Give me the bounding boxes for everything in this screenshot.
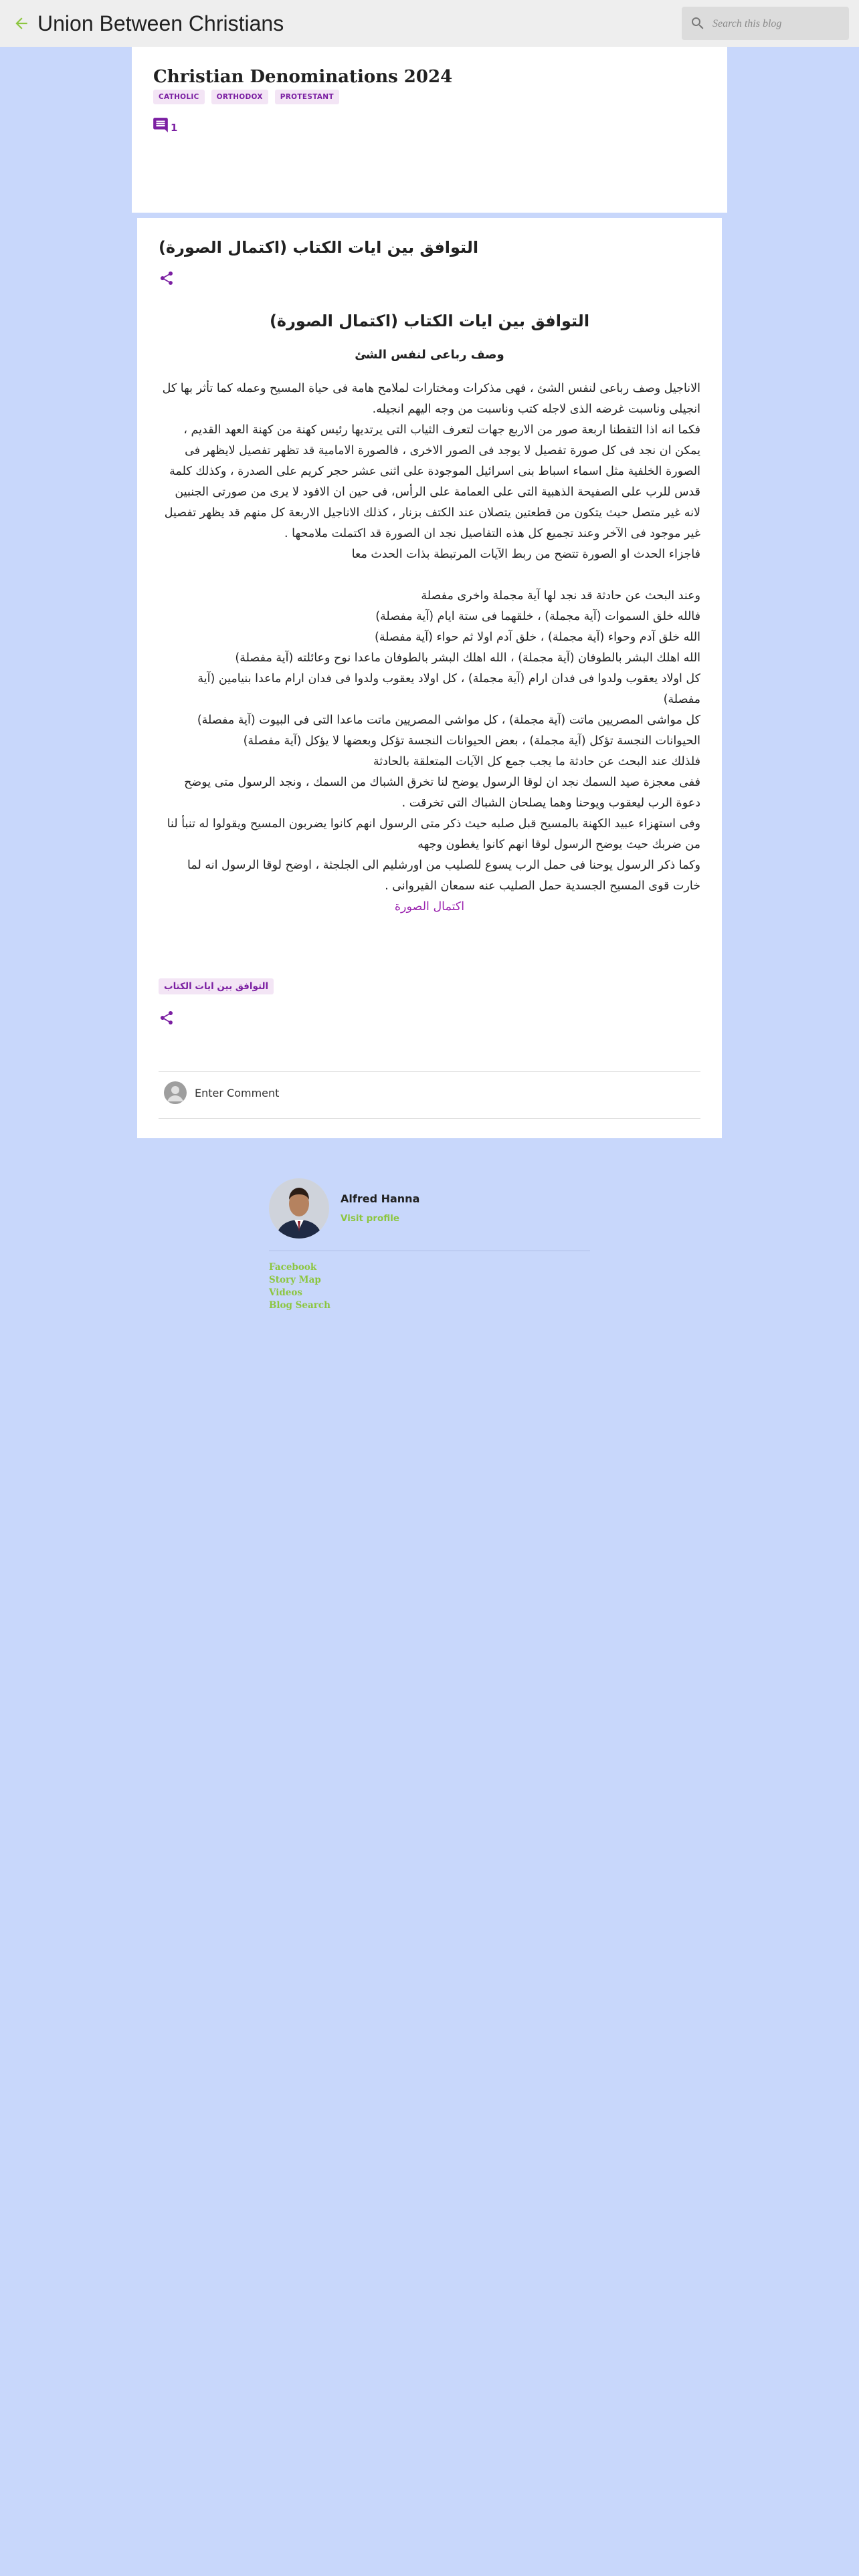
paragraph-gap [159, 565, 700, 586]
footer-link-story-map[interactable]: Story Map [269, 1275, 321, 1285]
example-line: الحيوانات النجسة تؤكل (آية مجملة) ، بعض الحيوانات النجسة تؤكل وبعضها لا يؤكل (آية مفصلة) [243, 734, 700, 748]
comment-icon [152, 116, 169, 134]
label-catholic[interactable]: CATHOLIC [153, 90, 205, 104]
post-heading: التوافق بين ايات الكتاب (اكتمال الصورة) [269, 312, 590, 330]
share-icon[interactable] [159, 270, 175, 286]
visit-profile-link[interactable]: Visit profile [341, 1213, 400, 1224]
comment-placeholder: Enter Comment [195, 1086, 280, 1099]
featured-post-title[interactable]: Christian Denominations 2024 [153, 67, 453, 87]
example-line: الله خلق آدم وحواء (آية مجملة) ، خلق آدم اولا ثم حواء (آية مفصلة) [375, 631, 700, 644]
author-name[interactable]: Alfred Hanna [341, 1192, 420, 1205]
example-line: الله اهلك البشر بالطوفان (آية مجملة) ، الله اهلك البشر بالطوفان ماعدا نوح وعائلته (آية مفصلة) [235, 651, 700, 665]
read-more-link[interactable]: اكتمال الصورة [394, 900, 465, 914]
comment-input[interactable] [164, 1081, 700, 1105]
post-paragraph: فاجزاء الحدث او الصورة تتضح من ربط الآيات المرتبطة بذات الحدث معا [351, 548, 700, 561]
footer-link-blog-search[interactable]: Blog Search [269, 1300, 330, 1311]
example-line: فالله خلق السموات (آية مجملة) ، خلقهما فى ستة ايام (آية مفصلة) [375, 610, 700, 623]
blog-title[interactable]: Union Between Christians [37, 11, 284, 35]
post-subheading: وصف رباعى لنفس الشئ [355, 348, 504, 362]
comments-link[interactable] [152, 116, 177, 134]
search-box[interactable] [682, 7, 849, 40]
example-line: وفى استهزاء عبيد الكهنة بالمسيح قبل صلبه حيث ذكر متى الرسول انهم كانوا يضربون المسيح ويقولوا له تنبأ لنا من ضربك حيث يوضح الرسول لوقا انهم كانوا يغطون وجهه [167, 817, 700, 851]
featured-labels [153, 90, 339, 104]
commenter-avatar-icon [164, 1081, 187, 1104]
label-orthodox[interactable]: ORTHODOX [211, 90, 268, 104]
author-avatar[interactable] [269, 1178, 329, 1239]
footer-link-videos[interactable]: Videos [269, 1287, 302, 1298]
footer-link-facebook[interactable]: Facebook [269, 1262, 317, 1273]
comment-count: 1 [171, 122, 178, 134]
example-line: وعند البحث عن حادثة قد نجد لها آية مجملة واخرى مفصلة [421, 589, 700, 603]
example-line: كل اولاد يعقوب ولدوا فى فدان ارام (آية مجملة) ، كل اولاد يعقوب ولدوا فى فدان ارام ماعدا بنيامين (آية مفصلة) [197, 672, 700, 706]
featured-post-card [132, 47, 727, 213]
post-body [159, 379, 700, 918]
post-label[interactable]: التوافق بين ايات الكتاب [159, 978, 274, 994]
footer-links [269, 1261, 330, 1312]
post-title: التوافق بين ايات الكتاب (اكتمال الصورة) [159, 238, 479, 257]
search-input[interactable] [711, 13, 845, 35]
comments-divider [159, 1118, 700, 1119]
example-line: وكما ذكر الرسول يوحنا فى حمل الرب يسوع للصليب من اورشليم الى الجلجثة ، اوضح لوقا الرسول انه لما خارت قوى المسيح الجسدية حمل الصليب عنه سمعان القيروانى . [187, 859, 700, 893]
post-paragraph: فكما انه اذا التقطنا اربعة صور من الاربع جهات لتعرف الثياب التى يرتديها رئيس كهنة من كهنة العهد القديم ، يمكن ان نجد فى كل صورة تفصيل لا يوجد فى الصور الاخرى ، فالصورة الامامية قد تظهر تفصيل لايظهر فى الصورة الخلفية مثل اسماء اسباط بنى اسرائيل الموجودة على اثنى عشر حجر كريم على الصدرة ، وكذلك كلمة قدس للرب على الصفيحة الذهبية التى على العمامة على الرأس، فى حين ان الافود لا يرى من صورتى الجنبين لانه غير متصل حيث يتكون من قطعتين يتصلان عند الكتف بزنار ، كذلك الاناجيل الاربعة كل منهم قد يظهر تفصيل غير موجود فى الآخر وعند تجميع كل هذه التفاصيل نجد ان الصورة قد اكتملت ملامحها . [164, 423, 700, 540]
share-icon[interactable] [159, 1010, 175, 1026]
example-line: فلذلك عند البحث عن حادثة ما يجب جمع كل الآيات المتعلقة بالحادثة [373, 755, 700, 768]
top-bar [0, 0, 859, 47]
post-paragraph: الاناجيل وصف رباعى لنفس الشئ ، فهى مذكرات ومختارات لملامح هامة فى حياة المسيح وعمله كما تأثر بها كل انجيلى وناسبت غرضه الذى لاجله كتب وناسبت من وجه اليهم انجيله. [162, 382, 700, 416]
search-icon [690, 15, 706, 31]
example-line: كل مواشى المصريين ماتت (آية مجملة) ، كل مواشى المصريين ماتت ماعدا التى فى البيوت (آية مفصلة) [197, 714, 700, 727]
post-card [137, 218, 722, 1138]
label-protestant[interactable]: PROTESTANT [275, 90, 339, 104]
comments-divider [159, 1071, 700, 1072]
example-line: ففى معجزة صيد السمك نجد ان لوقا الرسول يوضح لنا تخرق الشباك من السمك ، ونجد الرسول متى يوضح دعوة الرب ليعقوب ويوحنا وهما يصلحان الشباك التى تخرقت . [184, 776, 700, 810]
back-arrow-icon[interactable] [9, 11, 33, 35]
